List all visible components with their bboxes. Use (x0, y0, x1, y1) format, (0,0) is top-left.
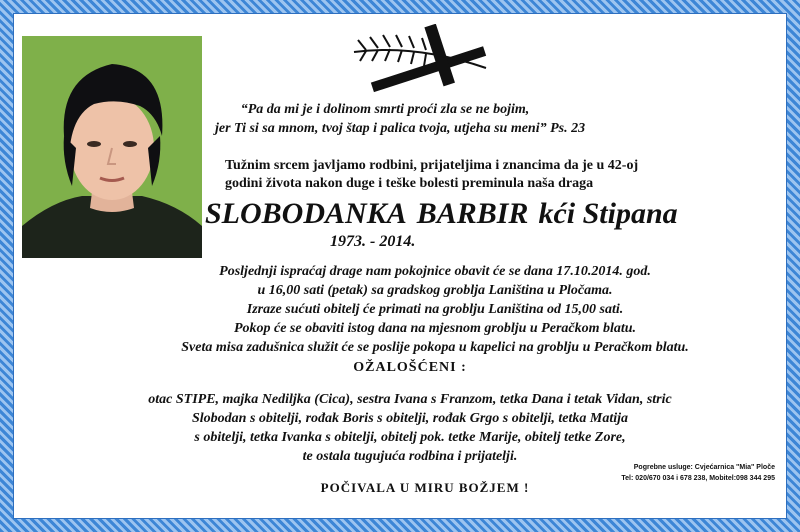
mourners-line: s obitelji, tetka Ivanka s obitelji, obitelj pok. tetke Marije, obitelj tetke Zore, (194, 430, 626, 445)
parent-name: kći Stipana (538, 197, 678, 230)
psalm-line-2: jer Ti si sa mnom, tvoj štap i palica tvoja, utjeha su meni” Ps. 23 (215, 121, 586, 136)
funeral-line: Izraze sućuti obitelj će primati na groblju Laniština od 15,00 sati. (246, 302, 624, 317)
mourners-line: Slobodan s obitelji, rođak Boris s obitelji, rođak Grgo s obitelji, tetka Matija (192, 411, 628, 426)
first-name: SLOBODANKA (205, 197, 407, 230)
undertaker-line-2: Tel: 020/670 034 i 678 238, Mobitel:098 344 295 (621, 475, 775, 482)
funeral-line: Posljednji ispraćaj drage nam pokojnice obavit će se dana 17.10.2014. god. (219, 264, 651, 279)
life-years: 1973. - 2014. (330, 233, 416, 250)
mourners-list (110, 390, 710, 466)
intro-line-2: godini života nakon duge i teške bolesti preminula naša draga (225, 176, 594, 191)
cross-with-palm-icon (346, 24, 496, 94)
mourners-line: otac STIPE, majka Nediljka (Cica), sestra Ivana s Franzom, tetka Dana i tetak Vidan, stric (148, 392, 672, 407)
funeral-line: Pokop će se obaviti istog dana na mjesnom groblju u Peračkom blatu. (233, 321, 637, 336)
funeral-line: u 16,00 sati (petak) sa gradskog groblja Laniština u Pločama. (257, 283, 613, 298)
undertaker-line-1: Pogrebne usluge: Cvjećarnica "Mia" Ploče (633, 464, 775, 471)
mourners-heading: OŽALOŠĆENI : (353, 360, 467, 375)
funeral-details (120, 262, 750, 357)
last-name: BARBIR (416, 197, 529, 230)
mourners-line: te ostala tugujuća rodbina i prijatelji. (302, 449, 518, 464)
portrait-photo (22, 36, 202, 258)
psalm-line-1: “Pa da mi je i dolinom smrti proći zla se ne bojim, (240, 102, 530, 117)
undertaker-info (590, 462, 775, 484)
rest-in-peace: POČIVALA U MIRU BOŽJEM ! (320, 480, 530, 495)
funeral-line: Sveta misa zadušnica služit će se poslije pokopa u kapelici na groblju u Peračkom blatu. (181, 340, 689, 355)
announcement-intro (225, 157, 639, 193)
deceased-name (205, 196, 725, 232)
psalm-quote (215, 100, 586, 138)
intro-line-1: Tužnim srcem javljamo rodbini, prijateljima i znancima da je u 42-oj (225, 158, 639, 173)
